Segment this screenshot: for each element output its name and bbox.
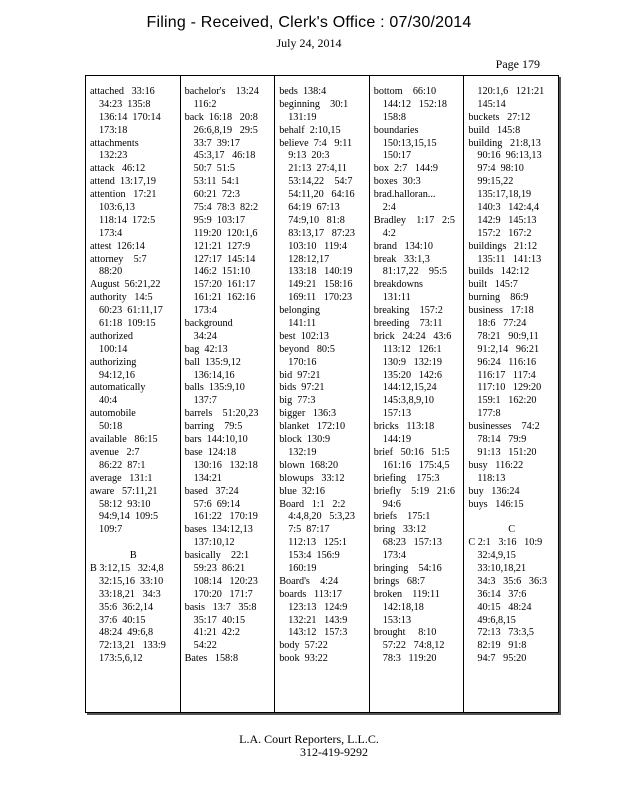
index-entry-continuation: 132:23 xyxy=(99,150,128,162)
index-entry-continuation: 18:6 77:24 xyxy=(477,318,527,330)
index-entry-continuation: 131:11 xyxy=(382,292,411,304)
index-entry-continuation: 103:6,13 xyxy=(99,202,135,214)
index-entry-continuation: 21:13 27:4,11 xyxy=(288,163,347,175)
index-entry-continuation: 132:19 xyxy=(288,446,317,458)
index-entry-continuation: 161:22 170:19 xyxy=(193,511,258,523)
index-entry-continuation: 142:18,18 xyxy=(382,601,424,613)
index-entry: basis 13:7 35:8 xyxy=(184,601,257,613)
index-entry: blowups 33:12 xyxy=(279,472,345,484)
index-entry: Bates 158:8 xyxy=(184,653,239,665)
index-entry: beginning 30:1 xyxy=(279,98,349,110)
index-entry: August 56:21,22 xyxy=(90,279,161,291)
index-entry-continuation: 108:14 120:23 xyxy=(193,575,258,587)
index-entry-continuation: 95:9 103:17 xyxy=(193,214,246,226)
index-entry: businesses 74:2 xyxy=(468,421,540,433)
index-entry-continuation: 130:16 132:18 xyxy=(193,459,258,471)
index-entry: bring 33:12 xyxy=(373,524,427,536)
index-entry-continuation: 50:7 51:5 xyxy=(193,163,235,175)
index-entry-continuation: 34:23 135:8 xyxy=(99,98,151,110)
index-entry: attached 33:16 xyxy=(90,86,155,97)
index-entry xyxy=(90,537,177,550)
index-entry: block 130:9 xyxy=(279,434,331,446)
index-entry-continuation: 9:13 20:3 xyxy=(288,150,330,162)
index-entry-continuation: 130:9 132:19 xyxy=(382,356,442,368)
index-entry: built 145:7 xyxy=(468,279,518,291)
index-entry-continuation: 59:23 86:21 xyxy=(193,562,246,574)
index-entry: bringing 54:16 xyxy=(373,562,442,574)
index-entry-continuation: 143:12 157:3 xyxy=(288,627,348,639)
index-entry-continuation: 100:14 xyxy=(99,343,128,355)
index-entry-continuation: 173:18 xyxy=(99,124,128,136)
index-entry-continuation: 34:3 35:6 36:3 xyxy=(477,575,547,587)
index-entry-continuation: 160:19 xyxy=(288,562,317,574)
index-entry-continuation: 145:14 xyxy=(477,98,506,110)
index-entry-continuation: 113:12 126:1 xyxy=(382,343,442,355)
index-entry-continuation: 36:14 37:6 xyxy=(477,588,527,600)
index-entry-continuation: 34:24 xyxy=(193,330,217,342)
index-entry-continuation: 68:23 157:13 xyxy=(382,537,442,549)
index-entry: buildings 21:12 xyxy=(468,240,538,252)
index-entry: building 21:8,13 xyxy=(468,137,541,149)
index-entry: book 93:22 xyxy=(279,653,328,665)
index-column-3 xyxy=(274,76,369,712)
index-entry: briefing 175:3 xyxy=(373,472,440,484)
index-entry: bottom 66:10 xyxy=(373,86,437,97)
index-entry-continuation: 161:16 175:4,5 xyxy=(382,459,450,471)
reporter-phone: 312-419-9292 xyxy=(300,745,368,759)
index-entry: briefs 175:1 xyxy=(373,511,431,523)
index-entry: balls 135:9,10 xyxy=(184,382,245,394)
index-entry: brand 134:10 xyxy=(373,240,433,252)
index-entry: automatically xyxy=(90,382,146,394)
index-entry-continuation: 7:5 87:17 xyxy=(288,524,330,536)
index-entry-continuation: 137:10,12 xyxy=(193,537,235,549)
page-number: Page 179 xyxy=(495,57,540,71)
index-entry-continuation: 158:8 xyxy=(382,111,406,123)
index-entry: Board 1:1 2:2 xyxy=(279,498,346,510)
index-entry: barring 79:5 xyxy=(184,421,243,433)
index-entry-continuation: 33:18,21 34:3 xyxy=(99,588,161,600)
index-entry-continuation: 58:12 93:10 xyxy=(99,498,151,510)
filing-stamp: Filing - Received, Clerk's Office : 07/30/2014 xyxy=(146,14,472,31)
page-footer xyxy=(0,733,618,759)
index-entry-continuation: 57:6 69:14 xyxy=(193,498,241,510)
index-entry-continuation: 26:6,8,19 29:5 xyxy=(193,124,258,136)
index-entry-continuation: 131:19 xyxy=(288,111,317,123)
index-entry-continuation: 177:8 xyxy=(477,408,501,420)
index-entry-continuation: 74:9,10 81:8 xyxy=(288,214,345,226)
index-entry: boundaries xyxy=(373,124,419,136)
index-entry-continuation: 161:21 162:16 xyxy=(193,292,256,304)
index-entry-continuation: 90:16 96:13,13 xyxy=(477,150,542,162)
index-entry-continuation: 94:6 xyxy=(382,498,401,510)
index-entry: authority 14:5 xyxy=(90,292,153,304)
index-entry-continuation: 86:22 87:1 xyxy=(99,459,146,471)
index-entry-continuation: 173:4 xyxy=(193,305,217,317)
index-entry: bag 42:13 xyxy=(184,343,228,355)
index-entry-continuation: 149:21 158:16 xyxy=(288,279,353,291)
index-entry-continuation: 64:19 67:13 xyxy=(288,202,340,214)
index-entry-continuation: 72:13 73:3,5 xyxy=(477,627,534,639)
index-entry: bigger 136:3 xyxy=(279,408,337,420)
index-entry-continuation: 153:4 156:9 xyxy=(288,550,340,562)
index-entry: burning 86:9 xyxy=(468,292,529,304)
index-entry-continuation: 150:13,15,15 xyxy=(382,137,437,149)
index-entry: box 2:7 144:9 xyxy=(373,163,439,175)
index-entry: attention 17:21 xyxy=(90,189,157,201)
index-entry: Board's 4:24 xyxy=(279,575,339,587)
index-entry: beds 138:4 xyxy=(279,86,327,97)
index-entry: back 16:18 20:8 xyxy=(184,111,258,123)
index-entry: bachelor's 13:24 xyxy=(184,86,259,97)
index-entry-continuation: 136:14,16 xyxy=(193,369,235,381)
index-entry-continuation: 96:24 116:16 xyxy=(477,356,537,368)
index-entry: business 17:18 xyxy=(468,305,534,317)
index-entry: background xyxy=(184,318,233,330)
index-letter-heading: B xyxy=(129,550,137,562)
index-entry: believe 7:4 9:11 xyxy=(279,137,353,149)
index-entry: bids 97:21 xyxy=(279,382,325,394)
index-entry-continuation: 145:3,8,9,10 xyxy=(382,395,435,407)
index-entry-continuation: 173:5,6,12 xyxy=(99,653,143,665)
index-entry-continuation: 61:18 109:15 xyxy=(99,318,156,330)
index-entry: automobile xyxy=(90,408,136,420)
index-entry xyxy=(468,511,555,524)
index-entry-continuation: 4:4,8,20 5:3,23 xyxy=(288,511,355,523)
index-entry-continuation: 135:20 142:6 xyxy=(382,369,442,381)
index-entry-continuation: 119:20 120:1,6 xyxy=(193,227,258,239)
index-entry: B 3:12,15 32:4,8 xyxy=(90,562,164,574)
index-entry-continuation: 53:11 54:1 xyxy=(193,176,240,188)
index-entry: base 124:18 xyxy=(184,446,237,458)
index-entry-continuation: 4:2 xyxy=(382,227,396,239)
index-entry-continuation: 35:17 40:15 xyxy=(193,614,246,626)
index-entry: build 145:8 xyxy=(468,124,521,136)
index-entry-continuation: 137:7 xyxy=(193,395,217,407)
index-entry-continuation: 40:4 xyxy=(99,395,118,407)
index-entry-continuation: 144:19 xyxy=(382,434,412,446)
index-entry: bid 97:21 xyxy=(279,369,321,381)
index-entry: bars 144:10,10 xyxy=(184,434,248,446)
index-entry-continuation: 118:13 xyxy=(477,472,506,484)
index-entry: authorized xyxy=(90,330,133,342)
index-entry: brought 8:10 xyxy=(373,627,437,639)
index-entry-continuation: 133:18 140:19 xyxy=(288,266,353,278)
index-entry: average 131:1 xyxy=(90,472,153,484)
reporter-company: L.A. Court Reporters, L.L.C. xyxy=(239,732,379,746)
index-entry-continuation: 123:13 124:9 xyxy=(288,601,348,613)
index-entry-continuation: 54:11,20 64:16 xyxy=(288,189,355,201)
index-entry: blanket 172:10 xyxy=(279,421,346,433)
index-entry-continuation: 57:22 74:8,12 xyxy=(382,640,445,652)
index-entry: blown 168:20 xyxy=(279,459,339,471)
index-entry: ball 135:9,12 xyxy=(184,356,241,368)
index-entry-continuation: 2:4 xyxy=(382,202,396,214)
index-entry-continuation: 37:6 40:15 xyxy=(99,614,146,626)
index-entry-continuation: 94:12,16 xyxy=(99,369,135,381)
index-entry: barrels 51:20,23 xyxy=(184,408,259,420)
index-entry-continuation: 91:2,14 96:21 xyxy=(477,343,540,355)
index-entry: break 33:1,3 xyxy=(373,253,430,265)
index-entry-continuation: 82:19 91:8 xyxy=(477,640,527,652)
index-entry: attend 13:17,19 xyxy=(90,176,156,188)
index-entry-continuation: 49:6,8,15 xyxy=(477,614,516,626)
index-entry: authorizing xyxy=(90,356,137,368)
index-entry-continuation: 157:2 167:2 xyxy=(477,227,532,239)
index-entry-continuation: 170:20 171:7 xyxy=(193,588,253,600)
index-entry: brief 50:16 51:5 xyxy=(373,446,450,458)
index-entry-continuation: 45:3,17 46:18 xyxy=(193,150,256,162)
index-entry-continuation: 78:14 79:9 xyxy=(477,434,527,446)
index-entry-continuation: 153:13 xyxy=(382,614,412,626)
index-entry-continuation: 48:24 49:6,8 xyxy=(99,627,154,639)
index-entry: attachments xyxy=(90,137,139,149)
index-column-4 xyxy=(369,76,464,712)
index-entry: brings 68:7 xyxy=(373,575,426,587)
index-entry-continuation: 118:14 172:5 xyxy=(99,214,156,226)
index-entry-continuation: 33:7 39:17 xyxy=(193,137,241,149)
index-entry-continuation: 41:21 42:2 xyxy=(193,627,241,639)
index-entry-continuation: 72:13,21 133:9 xyxy=(99,640,166,652)
index-entry: brick 24:24 43:6 xyxy=(373,330,452,342)
index-entry-continuation: 112:13 125:1 xyxy=(288,537,347,549)
index-entry: breaking 157:2 xyxy=(373,305,443,317)
index-entry-continuation: 94:7 95:20 xyxy=(477,653,527,665)
index-entry: bases 134:12,13 xyxy=(184,524,253,536)
index-entry-continuation: 117:10 129:20 xyxy=(477,382,542,394)
index-entry-continuation: 35:6 36:2,14 xyxy=(99,601,154,613)
index-entry: briefly 5:19 21:6 xyxy=(373,485,455,497)
index-entry: brad.halloran... xyxy=(373,189,436,201)
index-entry-continuation: 88:20 xyxy=(99,266,123,278)
index-entry: breakdowns xyxy=(373,279,424,291)
index-entry-continuation: 40:15 48:24 xyxy=(477,601,532,613)
index-entry: available 86:15 xyxy=(90,434,158,446)
index-entry-continuation: 157:13 xyxy=(382,408,412,420)
index-entry-continuation: 142:9 145:13 xyxy=(477,214,537,226)
index-entry: avenue 2:7 xyxy=(90,446,140,458)
index-entry-continuation: 170:16 xyxy=(288,356,317,368)
index-entry: blue 32:16 xyxy=(279,485,326,497)
index-entry: belonging xyxy=(279,305,320,317)
index-entry-continuation: 33:10,18,21 xyxy=(477,562,527,574)
index-entry-continuation: 75:4 78:3 82:2 xyxy=(193,202,259,214)
index-entry-continuation: 116:17 117:4 xyxy=(477,369,536,381)
index-entry: breeding 73:11 xyxy=(373,318,443,330)
index-entry-continuation: 50:18 xyxy=(99,421,123,433)
index-entry-continuation: 159:1 162:20 xyxy=(477,395,537,407)
index-entry: big 77:3 xyxy=(279,395,316,407)
index-entry: behalf 2:10,15 xyxy=(279,124,341,136)
index-entry-continuation: 173:4 xyxy=(382,550,406,562)
index-entry: buys 146:15 xyxy=(468,498,524,510)
index-entry: boxes 30:3 xyxy=(373,176,421,188)
index-entry-continuation: 146:2 151:10 xyxy=(193,266,251,278)
index-entry-continuation: 141:11 xyxy=(288,318,317,330)
index-entry-continuation: 116:2 xyxy=(193,98,217,110)
index-entry-continuation: 169:11 170:23 xyxy=(288,292,353,304)
word-index-box xyxy=(85,75,559,713)
index-entry-continuation: 99:15,22 xyxy=(477,176,514,188)
index-entry: boards 113:17 xyxy=(279,588,342,600)
index-entry-continuation: 136:14 170:14 xyxy=(99,111,161,123)
index-entry-continuation: 121:21 127:9 xyxy=(193,240,251,252)
index-entry: buy 136:24 xyxy=(468,485,520,497)
index-entry-continuation: 109:7 xyxy=(99,524,123,536)
index-entry: busy 116:22 xyxy=(468,459,524,471)
transcript-date: July 24, 2014 xyxy=(276,36,342,50)
index-entry-continuation: 127:17 145:14 xyxy=(193,253,256,265)
index-entry: attest 126:14 xyxy=(90,240,145,252)
index-entry: beyond 80:5 xyxy=(279,343,335,355)
index-entry-continuation: 140:3 142:4,4 xyxy=(477,202,540,214)
index-entry: buckets 27:12 xyxy=(468,111,531,123)
index-entry: C 2:1 3:16 10:9 xyxy=(468,537,543,549)
index-entry-continuation: 81:17,22 95:5 xyxy=(382,266,448,278)
index-column-5 xyxy=(463,76,558,712)
index-entry-continuation: 132:21 143:9 xyxy=(288,614,348,626)
index-entry-continuation: 60:21 72:3 xyxy=(193,189,241,201)
index-column-1 xyxy=(86,76,180,712)
index-entry-continuation: 150:17 xyxy=(382,150,412,162)
index-entry-continuation: 32:4,9,15 xyxy=(477,550,516,562)
index-entry: builds 142:12 xyxy=(468,266,530,278)
index-entry-continuation: 91:13 151:20 xyxy=(477,446,537,458)
index-entry-continuation: 78:3 119:20 xyxy=(382,653,437,665)
index-entry-continuation: 144:12 152:18 xyxy=(382,98,448,110)
index-entry-continuation: 103:10 119:4 xyxy=(288,240,347,252)
index-column-2 xyxy=(180,76,275,712)
index-entry: attack 46:12 xyxy=(90,163,146,175)
index-entry-continuation: 78:21 90:9,11 xyxy=(477,330,539,342)
index-entry-continuation: 32:15,16 33:10 xyxy=(99,575,164,587)
index-entry: based 37:24 xyxy=(184,485,239,497)
index-entry-continuation: 157:20 161:17 xyxy=(193,279,256,291)
index-entry-continuation: 173:4 xyxy=(99,227,123,239)
index-entry-continuation: 83:13,17 87:23 xyxy=(288,227,355,239)
index-entry-continuation: 60:23 61:11,17 xyxy=(99,305,163,317)
index-entry-continuation: 97:4 98:10 xyxy=(477,163,524,175)
index-entry: best 102:13 xyxy=(279,330,329,342)
index-entry-continuation: 128:12,17 xyxy=(288,253,330,265)
index-entry-continuation: 54:22 xyxy=(193,640,217,652)
index-entry-continuation: 94:9,14 109:5 xyxy=(99,511,159,523)
index-entry-continuation: 135:17,18,19 xyxy=(477,189,532,201)
index-entry: attorney 5:7 xyxy=(90,253,147,265)
index-entry: bricks 113:18 xyxy=(373,421,435,433)
index-entry-continuation: 135:11 141:13 xyxy=(477,253,542,265)
index-entry: broken 119:11 xyxy=(373,588,440,600)
index-entry: aware 57:11,21 xyxy=(90,485,158,497)
index-entry-continuation: 120:1,6 121:21 xyxy=(477,86,545,97)
index-letter-heading: C xyxy=(508,524,516,536)
index-entry-continuation: 144:12,15,24 xyxy=(382,382,437,394)
index-entry: Bradley 1:17 2:5 xyxy=(373,214,455,226)
index-entry-continuation: 53:14,22 54:7 xyxy=(288,176,353,188)
index-entry-continuation: 134:21 xyxy=(193,472,222,484)
index-entry: basically 22:1 xyxy=(184,550,250,562)
index-entry: body 57:22 xyxy=(279,640,328,652)
